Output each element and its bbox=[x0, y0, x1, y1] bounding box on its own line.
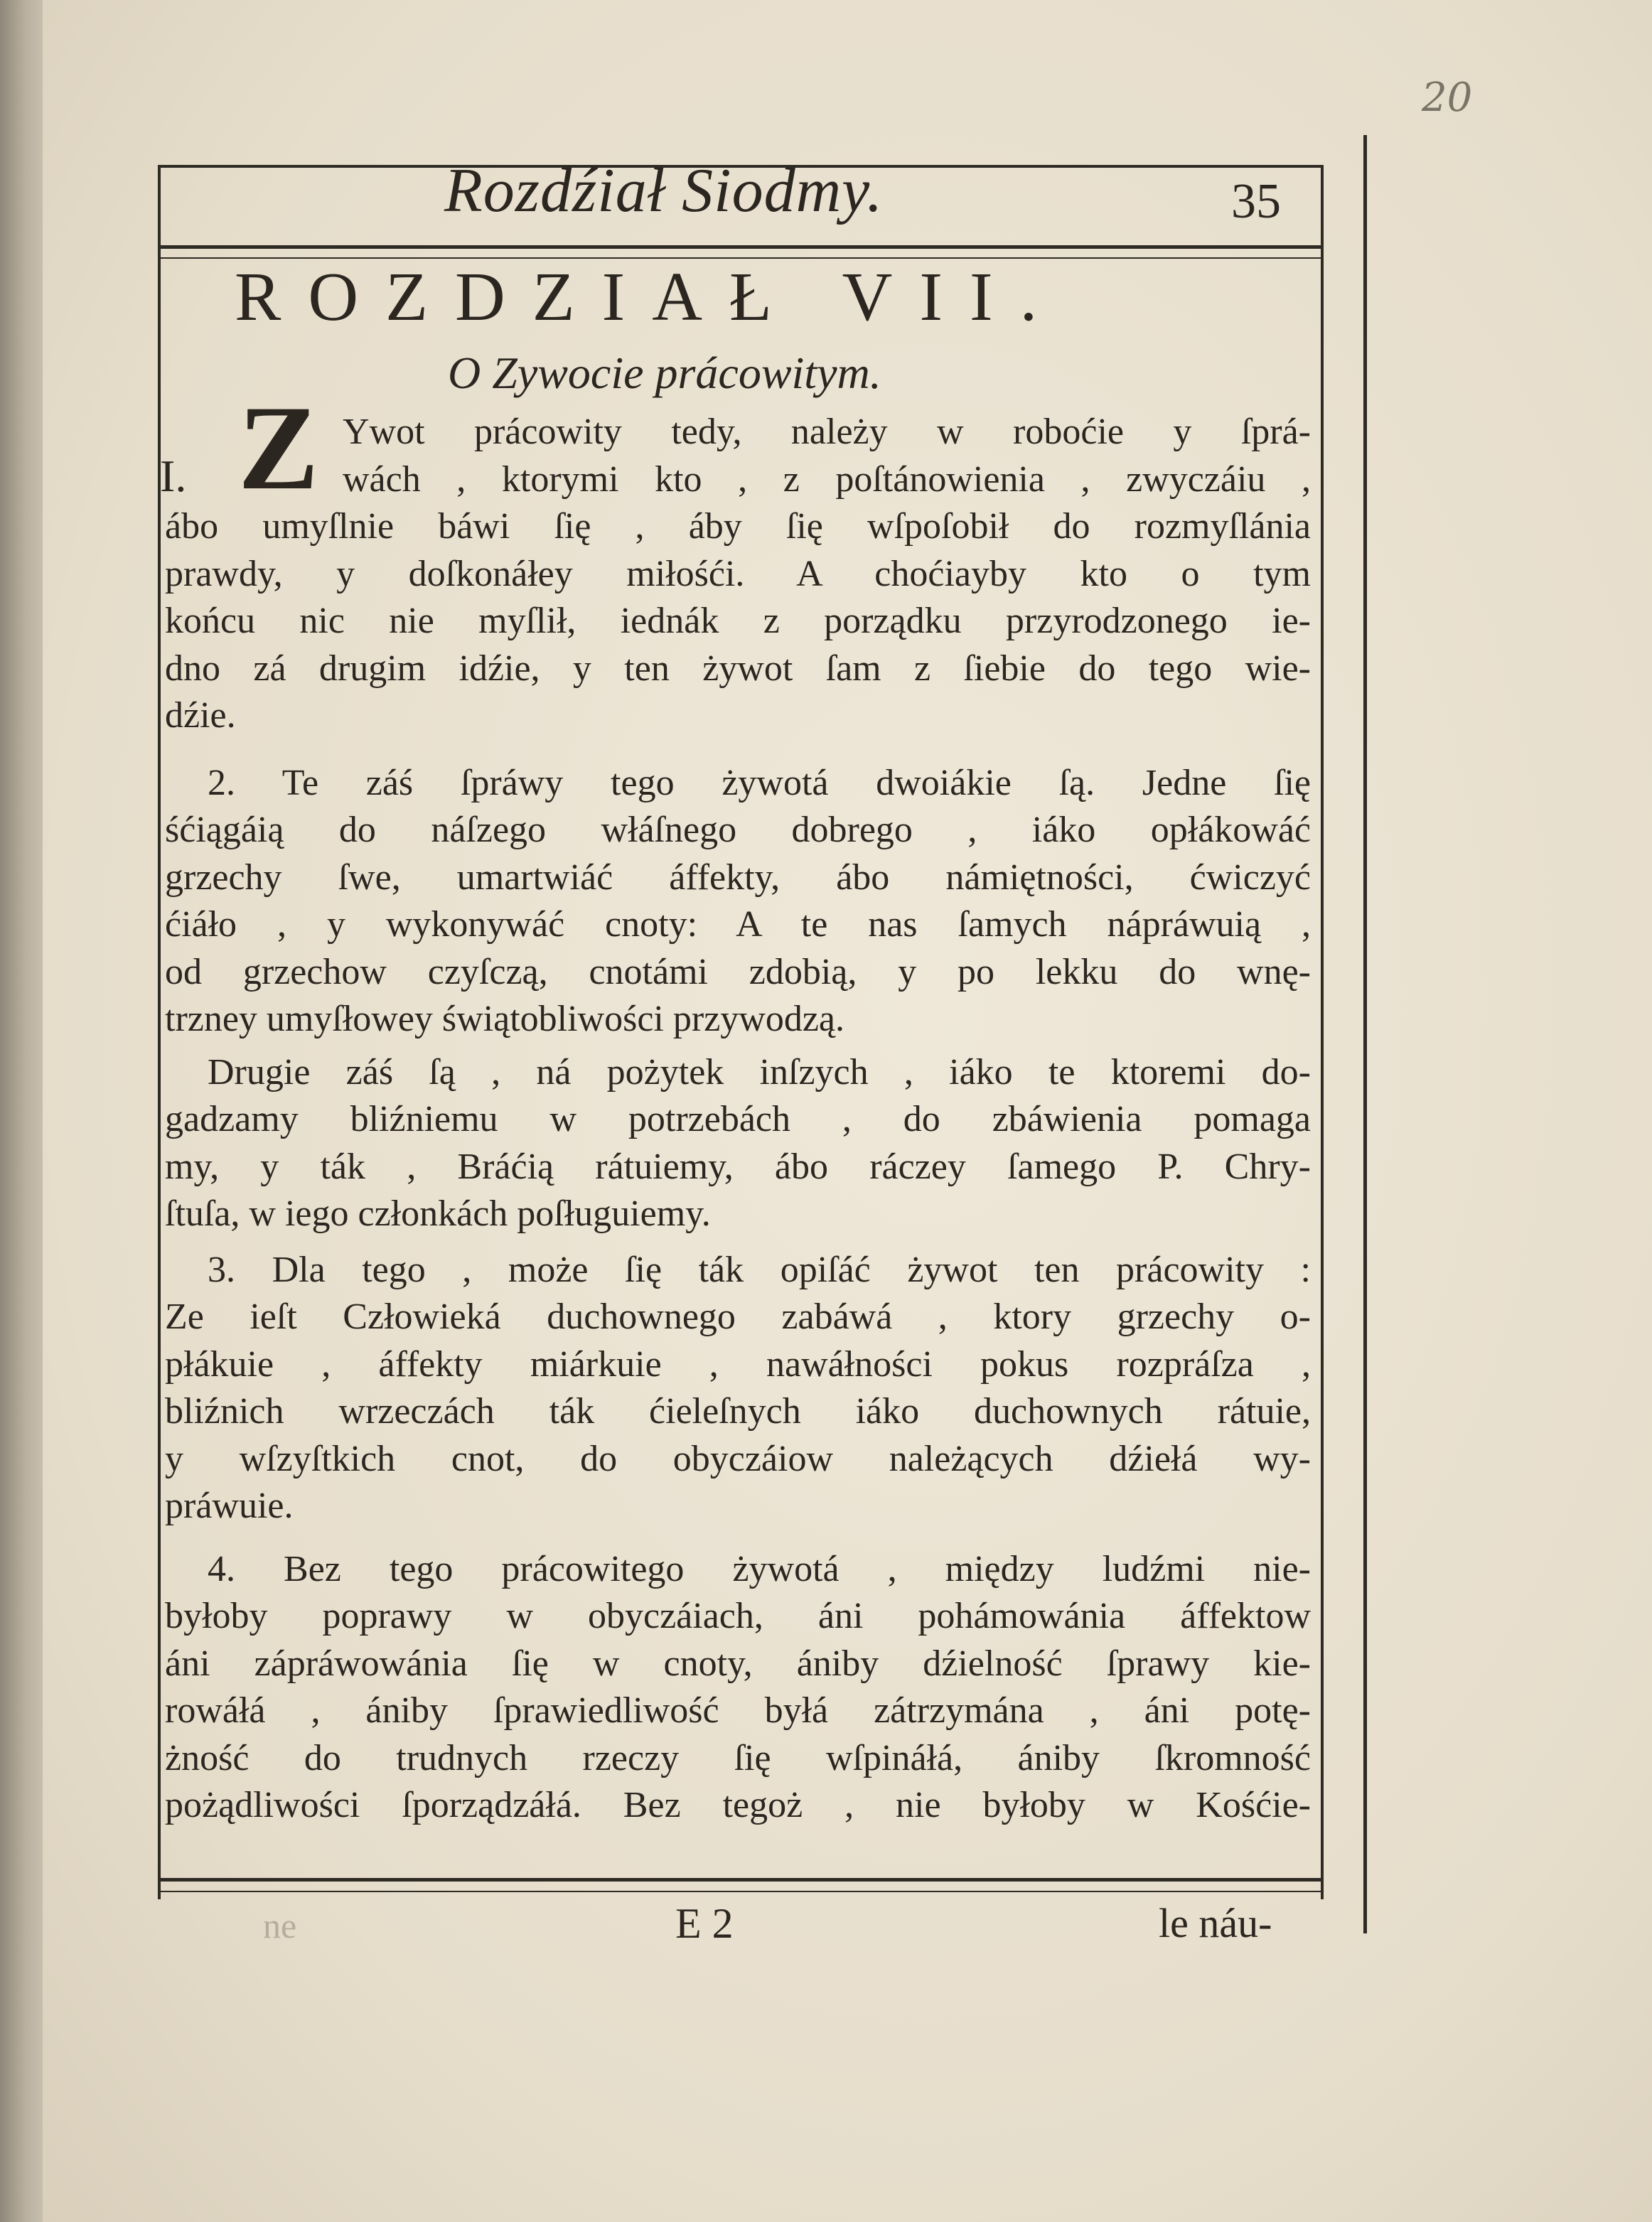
text-line: Drugie záś ſą , ná pożytek inſzych , iáko te ktoremi do- bbox=[208, 1051, 1311, 1093]
handwritten-folio-number: 20 bbox=[1422, 75, 1473, 121]
chapter-title: ROZDZIAŁ VII. bbox=[235, 259, 1065, 336]
text-line: trzney umyſłowey świątobliwości przywodzą. bbox=[165, 999, 844, 1039]
text-line: śćiągáią do náſzego włáſnego dobrego , iáko opłákowáć bbox=[165, 810, 1311, 850]
text-line: 2. Te záś ſpráwy tego żywotá dwoiákie ſą. Jedne ſię bbox=[208, 762, 1311, 803]
text-line: 3. Dla tego , może ſię ták opiſáć żywot ten prácowity : bbox=[208, 1249, 1311, 1290]
drop-cap: Z bbox=[238, 381, 319, 515]
text-line: práwuie. bbox=[165, 1486, 294, 1526]
text-line: dno zá drugim idźie, y ten żywot ſam z ſiebie do tego wie- bbox=[165, 648, 1311, 689]
paragraph-3 bbox=[165, 1049, 1311, 1238]
page-number: 35 bbox=[1231, 174, 1281, 229]
text-line: byłoby poprawy w obyczáiach, áni pohámowánia áffektow bbox=[165, 1596, 1311, 1636]
chapter-subtitle: O Zywocie prácowitym. bbox=[448, 348, 881, 398]
signature-mark: E 2 bbox=[675, 1900, 734, 1947]
text-line: bliźnich wrzeczách ták ćieleſnych iáko duchownych rátuie, bbox=[165, 1391, 1311, 1432]
catchword: le náu- bbox=[1159, 1900, 1272, 1946]
text-line: pożądliwości ſporządzáłá. Bez tegoż , nie byłoby w Kośćie- bbox=[165, 1785, 1311, 1825]
section-marker: I. bbox=[160, 451, 187, 501]
bottom-rule-thin bbox=[158, 1891, 1321, 1892]
text-line: Ywot prácowity tedy, należy w roboćie y ſprá- bbox=[343, 412, 1311, 452]
body-text bbox=[165, 409, 1311, 1830]
outer-rule bbox=[1363, 135, 1367, 1933]
text-line: grzechy ſwe, umartwiáć áffekty, ábo námiętności, ćwiczyć bbox=[165, 857, 1311, 898]
text-line: ćiáło , y wykonywáć cnoty: A te nas ſamych nápráwuią , bbox=[165, 904, 1311, 945]
text-line: ábo umyſlnie báwi ſię , áby ſię wſpoſobił do rozmyſlánia bbox=[165, 506, 1311, 547]
text-line: rowáłá , ániby ſprawiedliwość byłá zátrzymána , áni potę- bbox=[165, 1690, 1311, 1731]
text-line: gadzamy bliźniemu w potrzebách , do zbáwienia pomaga bbox=[165, 1099, 1311, 1139]
text-line: ſtuſa, w iego członkách poſługuiemy. bbox=[165, 1193, 711, 1234]
text-line: końcu nic nie myſlił, iednák z porządku przyrodzonego ie- bbox=[165, 601, 1311, 641]
text-line: 4. Bez tego prácowitego żywotá , między ludźmi nie- bbox=[208, 1548, 1311, 1589]
text-line: Ze ieſt Człowieká duchownego zabáwá , ktory grzechy o- bbox=[165, 1297, 1311, 1337]
text-line: żność do trudnych rzeczy ſię wſpináłá, ániby ſkromność bbox=[165, 1737, 1311, 1778]
show-through-text: ne bbox=[263, 1906, 297, 1945]
running-head: Rozdźiał Siodmy. bbox=[444, 156, 884, 225]
text-line: y wſzyſtkich cnot, do obyczáiow należących dźiełá wy- bbox=[165, 1438, 1311, 1479]
paragraph-1-opening bbox=[343, 409, 1311, 503]
paragraph-1-rest bbox=[165, 503, 1311, 740]
text-line: wách , ktorymi kto , z poſtánowienia , zwyczáiu , bbox=[343, 458, 1311, 500]
text-line: od grzechow czyſczą, cnotámi zdobią, y po lekku do wnę- bbox=[165, 951, 1311, 992]
text-line: dźie. bbox=[165, 695, 236, 736]
paragraph-5 bbox=[165, 1546, 1311, 1830]
paragraph-4 bbox=[165, 1247, 1311, 1530]
text-line: áni zápráwowánia ſię w cnoty, ániby dźielność ſprawy kie- bbox=[165, 1643, 1311, 1684]
bottom-rule bbox=[158, 1878, 1321, 1882]
text-line: płákuie , áffekty miárkuie , nawáłności pokus rozpráſza , bbox=[165, 1343, 1311, 1385]
text-line: my, y ták , Bráćią rátuiemy, ábo ráczey ſamego P. Chry- bbox=[165, 1146, 1311, 1187]
paragraph-2 bbox=[165, 760, 1311, 1043]
head-rule bbox=[158, 245, 1321, 249]
text-line: prawdy, y doſkonáłey miłośći. A choćiayby kto o tym bbox=[165, 553, 1311, 594]
